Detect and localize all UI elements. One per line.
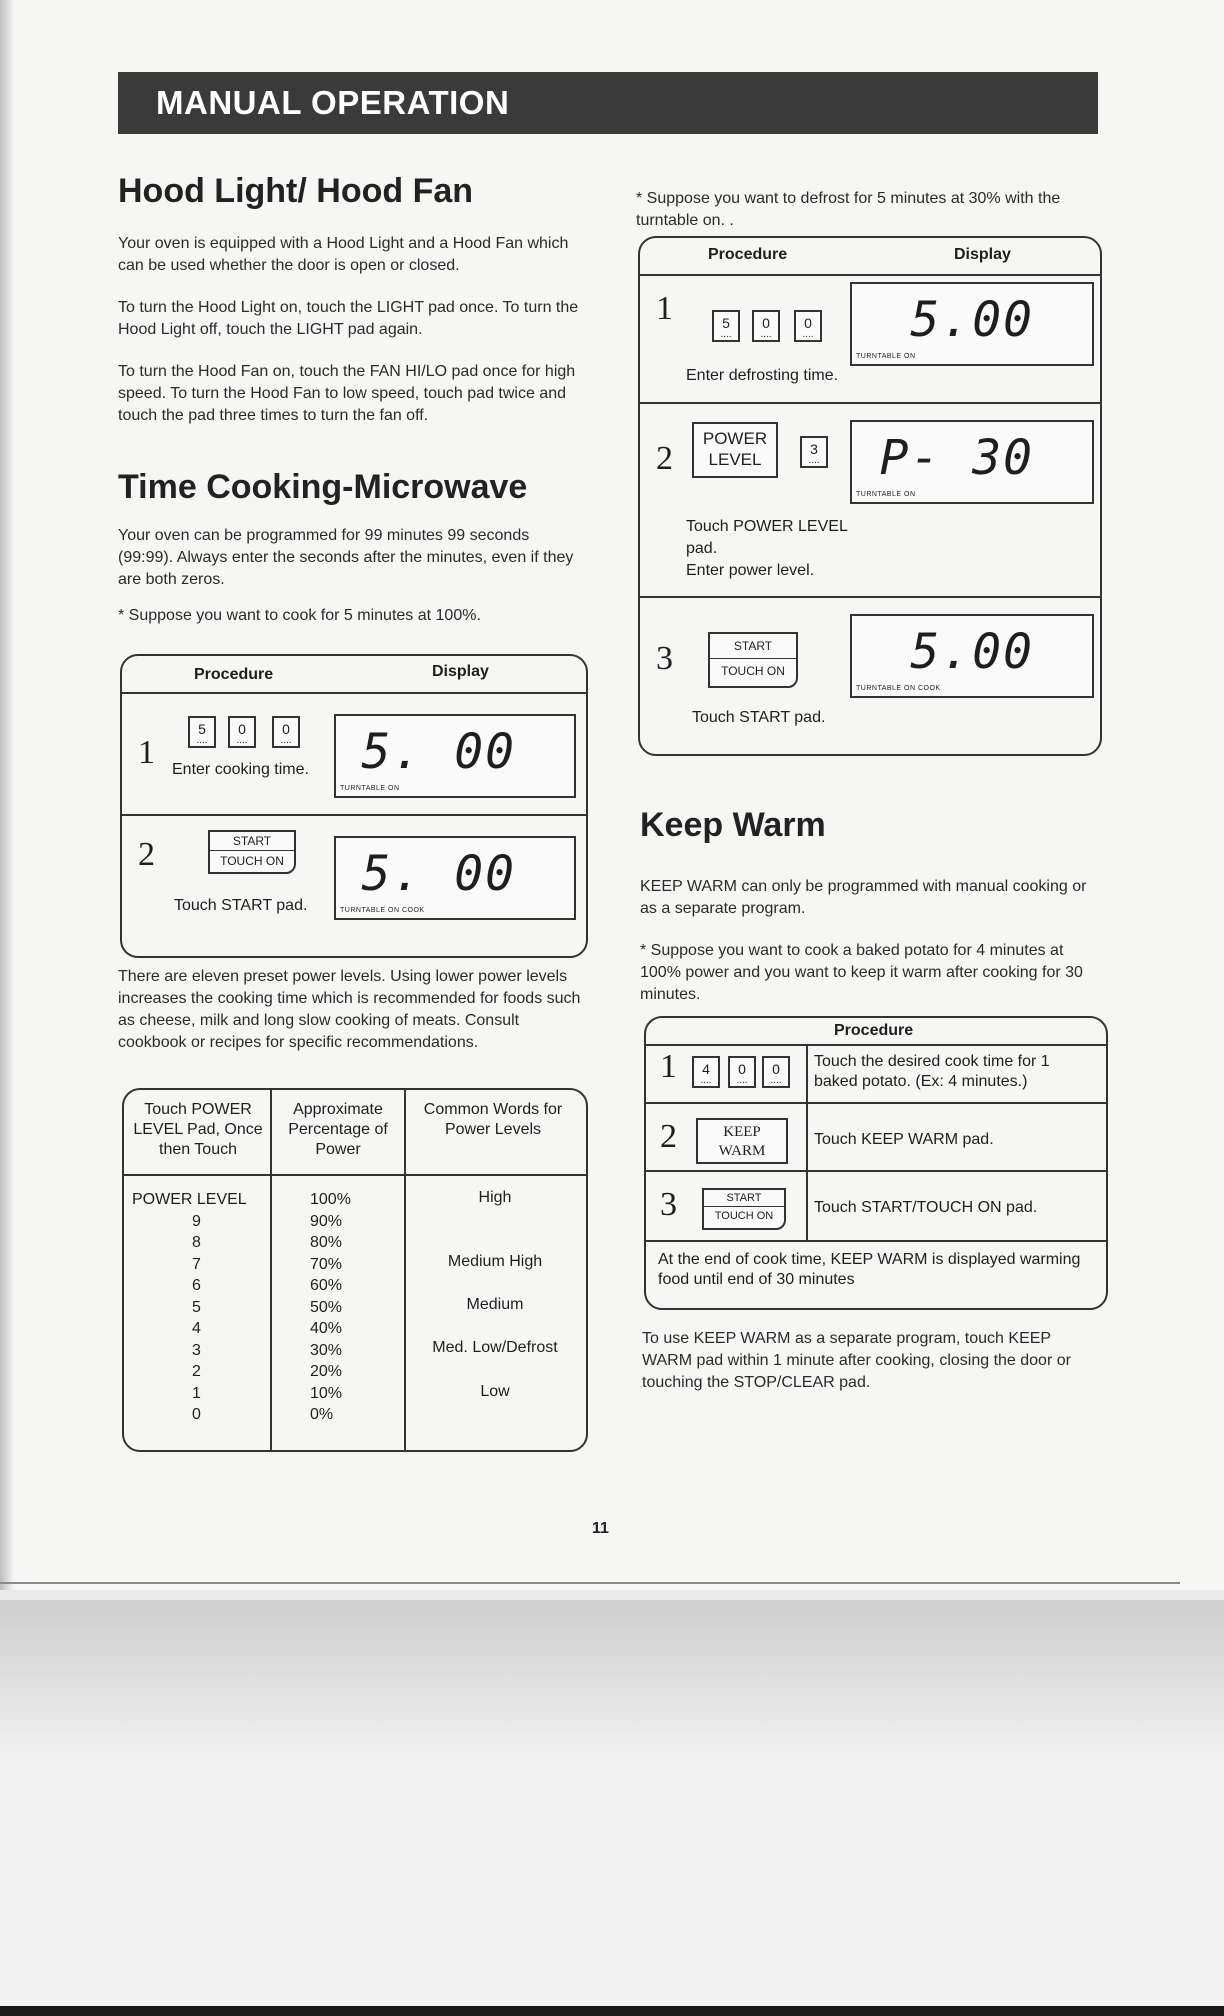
number-key-0: 0 ....: [228, 716, 256, 748]
keep-key-label: KEEP: [723, 1124, 761, 1140]
step-instruction: Enter cooking time.: [172, 761, 309, 778]
row-divider: [646, 1102, 1106, 1104]
start-touch-on-key: [702, 1188, 786, 1230]
keep-warm-key: [696, 1118, 788, 1164]
power-level-label: POWER LEVEL: [132, 1191, 247, 1208]
start-key-label: START: [704, 1190, 784, 1207]
power-percentage-value: 90%: [310, 1212, 343, 1230]
row-divider: [122, 692, 586, 694]
power-percentage-value: 60%: [310, 1277, 343, 1294]
step-instruction-line: pad.: [686, 540, 718, 557]
step-number: 1: [138, 734, 155, 771]
power-levels-paragraph: There are eleven preset power levels. Using lower power levels increases the cooking time which is recommended for foods such as cheese, milk and long slow cooking of meats. Consult cookbook or recipes for specific recommendations.: [118, 968, 581, 1051]
keep-warm-separate-paragraph: To use KEEP WARM as a separate program, touch KEEP WARM pad within 1 minute after cooking, closing the door or touching the STOP/CLEAR pad.: [642, 1330, 1071, 1391]
step-instruction: Touch START pad.: [174, 897, 308, 914]
start-key-label: START: [210, 832, 294, 851]
power-percentage-value: 0%: [310, 1406, 334, 1423]
number-key-3: 3 ....: [800, 436, 828, 468]
step-instruction: Touch START/TOUCH ON pad.: [814, 1199, 1038, 1216]
power-level-value: 4: [192, 1320, 201, 1337]
power-percentage-value: 20%: [310, 1363, 343, 1380]
display-indicator-label: TURNTABLE ON: [856, 491, 916, 498]
power-level-value: 0: [192, 1406, 201, 1423]
step-instruction-line: Enter power level.: [686, 562, 815, 579]
word-high: High: [478, 1189, 512, 1206]
word-medium-high: Medium High: [447, 1253, 543, 1270]
time-cooking-example-text: Suppose you want to cook for 5 minutes at 100%.: [128, 607, 481, 624]
row-divider: [646, 1044, 1106, 1046]
power-level-value: 1: [192, 1384, 201, 1402]
column-divider: [806, 1102, 808, 1170]
number-key-0: 0 ....: [272, 716, 300, 748]
step-number: 2: [138, 836, 155, 873]
oven-display: [850, 420, 1094, 504]
page-shadow: [0, 0, 14, 1590]
step-instruction: Touch the desired cook time for 1 baked potato. (Ex: 4 minutes.): [814, 1053, 1050, 1090]
word-medium: Medium: [466, 1296, 524, 1313]
section-header-title: MANUAL OPERATION: [156, 84, 510, 121]
row-divider: [124, 1174, 586, 1176]
row-divider: [640, 596, 1100, 598]
keep-warm-example-text: Suppose you want to cook a baked potato for 4 minutes at 100% power and you want to keep it warm after cooking for 30 minutes.: [640, 942, 1083, 1003]
number-key-0: 0 ....: [752, 310, 780, 342]
column-divider: [404, 1090, 406, 1450]
power-level-value: 7: [192, 1255, 201, 1273]
power-percentage-value: 40%: [310, 1320, 343, 1337]
oven-display: [850, 614, 1094, 698]
power-level-value: 2: [192, 1363, 201, 1380]
power-percentage-value: 30%: [310, 1341, 343, 1359]
row-divider: [646, 1170, 1106, 1172]
power-key-label: POWER: [702, 429, 768, 448]
power-level-key: [692, 422, 778, 478]
start-touch-on-key: [208, 830, 296, 874]
step-number: 2: [656, 440, 673, 477]
scanner-background: [0, 1600, 1224, 2016]
column-header-common-words: Common Words for Power Levels: [423, 1101, 563, 1138]
column-divider: [806, 1170, 808, 1240]
word-med-low-defrost: Med. Low/Defrost: [432, 1339, 558, 1356]
power-level-value: 3: [192, 1341, 201, 1359]
display-indicator-label: TURNTABLE ON: [340, 785, 400, 792]
step-number: 1: [656, 290, 673, 327]
display-header: Display: [954, 246, 1011, 263]
display-digits: 5. 00: [361, 724, 516, 780]
step-number: 2: [660, 1118, 677, 1155]
power-level-value: 8: [192, 1234, 201, 1251]
display-digits: 5.00: [910, 624, 1034, 680]
step-instruction: Touch KEEP WARM pad.: [814, 1131, 994, 1148]
oven-display: [334, 714, 576, 798]
row-divider: [640, 402, 1100, 404]
hood-title: Hood Light/ Hood Fan: [118, 172, 474, 210]
power-level-value: 6: [192, 1277, 201, 1294]
number-key-0: 0 ....: [794, 310, 822, 342]
defrost-example: * Suppose you want to defrost for 5 minutes at 30% with the turntable on. .: [636, 190, 1061, 229]
warm-key-label: WARM: [718, 1143, 766, 1159]
step-instruction: Touch START pad.: [692, 709, 826, 726]
row-divider: [646, 1240, 1106, 1242]
scanner-bottom-bar: [0, 2006, 1224, 2016]
keep-warm-procedure-table: [644, 1016, 1108, 1310]
number-key-0: 0 ....: [762, 1056, 790, 1088]
step-number: 1: [660, 1048, 677, 1085]
power-percentage-value: 100%: [310, 1191, 351, 1208]
step-number: 3: [656, 640, 673, 677]
procedure-header: Procedure: [194, 666, 274, 683]
display-indicator-label: TURNTABLE ON COOK: [340, 907, 425, 914]
power-level-table: [122, 1088, 588, 1452]
oven-display: [334, 836, 576, 920]
hood-paragraph-2: To turn the Hood Light on, touch the LIGHT pad once. To turn the Hood Light off, touch the LIGHT pad again.: [118, 299, 579, 338]
power-percentage-value: 70%: [310, 1255, 343, 1273]
start-touch-on-key: [708, 632, 798, 688]
power-percentage-value: 80%: [310, 1234, 343, 1251]
power-level-value: 5: [192, 1298, 201, 1316]
display-header: Display: [432, 663, 489, 680]
step-instruction: Enter defrosting time.: [686, 367, 839, 384]
keep-warm-example: * Suppose you want to cook a baked potato for 4 minutes at 100% power and you want to keep it warm after cooking for 30 minutes.: [640, 942, 1083, 1003]
defrost-procedure-table: [638, 236, 1102, 756]
hood-paragraph-1: Your oven is equipped with a Hood Light and a Hood Fan which can be used whether the door is open or closed.: [118, 235, 569, 274]
start-key-label: START: [710, 634, 796, 659]
touch-on-key-label: TOUCH ON: [714, 1210, 774, 1222]
section-header: [118, 72, 1098, 134]
number-key-4: 4 ....: [692, 1056, 720, 1088]
touch-on-key-label: TOUCH ON: [721, 664, 785, 678]
power-percentage-value: 10%: [310, 1384, 343, 1402]
level-key-label: LEVEL: [708, 450, 762, 469]
time-cooking-example: * Suppose you want to cook for 5 minutes at 100%.: [118, 607, 481, 624]
column-divider: [270, 1090, 272, 1450]
power-level-value: 9: [192, 1212, 201, 1230]
keep-warm-footer-note: At the end of cook time, KEEP WARM is displayed warming food until end of 30 minutes: [658, 1251, 1081, 1288]
row-divider: [122, 814, 586, 816]
keep-warm-title: Keep Warm: [640, 806, 826, 844]
time-cooking-paragraph: Your oven can be programmed for 99 minutes 99 seconds (99:99). Always enter the seconds after the minutes, even if they are both zeros.: [118, 527, 574, 588]
number-key-5: 5 ....: [712, 310, 740, 342]
column-header-power-pad: Touch POWER LEVEL Pad, Once then Touch: [133, 1101, 263, 1158]
display-digits: 5.00: [910, 292, 1034, 348]
keep-warm-paragraph: KEEP WARM can only be programmed with manual cooking or as a separate program.: [640, 878, 1087, 917]
display-indicator-label: TURNTABLE ON: [856, 353, 916, 360]
page-number: 11: [592, 1520, 609, 1537]
oven-display: [850, 282, 1094, 366]
procedure-header: Procedure: [708, 246, 788, 263]
display-indicator-label: TURNTABLE ON COOK: [856, 685, 941, 692]
display-digits: P- 30: [879, 430, 1034, 486]
display-digits: 5. 00: [361, 846, 516, 902]
number-key-5: 5 ....: [188, 716, 216, 748]
column-header-percentage: Approximate Percentage of Power: [288, 1101, 388, 1158]
touch-on-key-label: TOUCH ON: [220, 854, 284, 868]
power-percentage-value: 50%: [310, 1298, 343, 1316]
number-key-0: 0 ....: [728, 1056, 756, 1088]
cook-procedure-table: [120, 654, 588, 958]
word-low: Low: [480, 1383, 510, 1400]
hood-paragraph-3: To turn the Hood Fan on, touch the FAN HI/LO pad once for high speed. To turn the Hood Fan to low speed, touch pad twice and touch the pad three times to turn the fan off.: [118, 363, 576, 424]
step-number: 3: [660, 1186, 677, 1223]
procedure-header: Procedure: [834, 1022, 914, 1039]
defrost-example-text: Suppose you want to defrost for 5 minutes at 30% with the turntable on. .: [636, 190, 1061, 229]
step-instruction: [686, 516, 848, 582]
time-cooking-title: Time Cooking-Microwave: [118, 468, 528, 506]
row-divider: [640, 274, 1100, 276]
step-instruction-line: Touch POWER LEVEL: [686, 518, 848, 535]
